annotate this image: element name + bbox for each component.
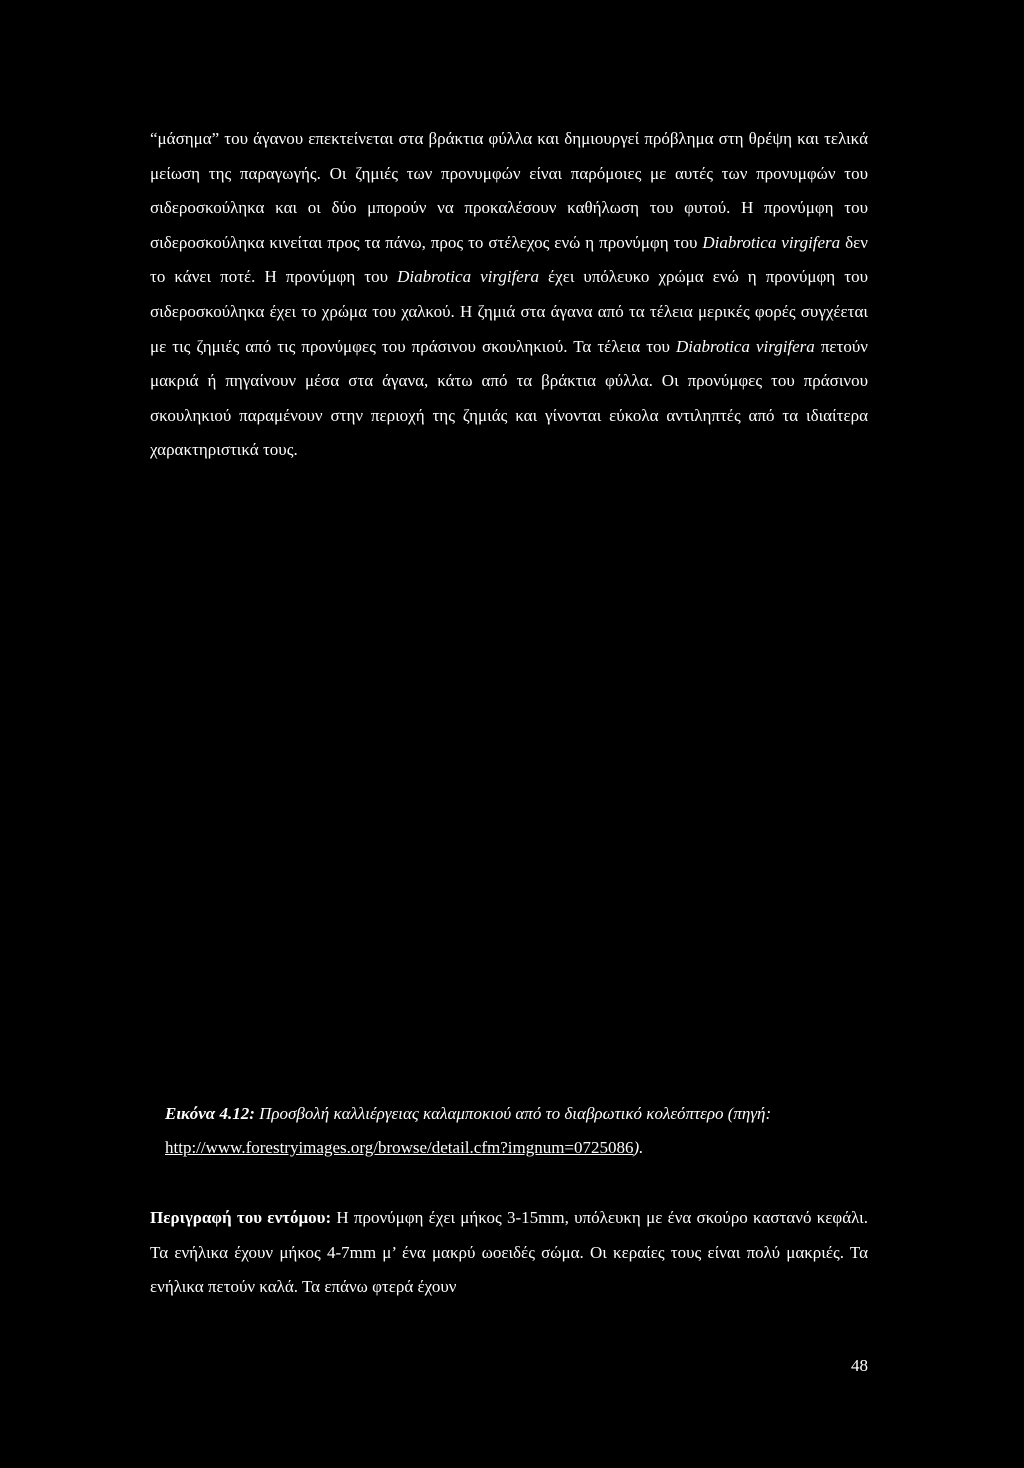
- description-text: Η προνύμφη έχει μήκος 3-15mm, υπόλευκη με ένα σκούρο καστανό κεφάλι. Τα ενήλικα έχουν μήκος 4-7mm μ’ ένα μακρύ ωοειδές σώμα. Οι κεραίες τους είναι πολύ μακριές. Τα ενήλικα πετούν καλά. Τα επάνω φτερά έχουν: [150, 1208, 869, 1297]
- figure-caption: [165, 1097, 865, 1165]
- figure-label: Εικόνα 4.12:: [165, 1104, 255, 1123]
- source-link[interactable]: http://www.forestryimages.org/browse/detail.cfm?imgnum=0725086: [165, 1138, 634, 1157]
- description-label: Περιγραφή του εντόμου:: [150, 1208, 332, 1227]
- insect-description: [150, 1201, 868, 1305]
- paragraph-text-3: έχει υπόλευκο χρώμα ενώ η προνύμφη του σιδεροσκούληκα έχει το χρώμα του χαλκού. Η ζημιά στα άγανα από τα τέλεια μερικές φορές συγχέεται με τις ζημιές από τις προνύμφες του πράσινου σκουληκιού. Τα τέλεια του: [150, 267, 868, 356]
- caption-end: ).: [633, 1138, 644, 1157]
- species-name: Diabrotica virgifera: [397, 267, 539, 287]
- species-name: Diabrotica virgifera: [702, 232, 841, 252]
- page-number: 48: [851, 1356, 868, 1375]
- paragraph-text-1: “μάσημα” του άγανου επεκτείνεται στα βράκτια φύλλα και δημιουργεί πρόβλημα στη θρέψη και τελικά μείωση της παραγωγής. Οι ζημιές των προνυμφών είναι παρόμοιες με αυτές των προνυμφών του σιδεροσκούληκα και οι δύο μπορούν να προκαλέσουν καθήλωση του φυτού. Η προνύμφη του σιδεροσκούληκα κινείται προς τα πάνω, προς το στέλεχος ενώ η προνύμφη του: [150, 129, 868, 252]
- caption-text: Προσβολή καλλιέργειας καλαμποκιού από το διαβρωτικό κολεόπτερο (πηγή:: [254, 1104, 772, 1123]
- paragraph-text-4: πετούν μακριά ή πηγαίνουν μέσα στα άγανα, κάτω από τα βράκτια φύλλα. Οι προνύμφες του πράσινου σκουληκιού παραμένουν στην περιοχή της ζημιάς και γίνονται εύκολα αντιληπτές από τα ιδιαίτερα χαρακτηριστικά τους.: [150, 336, 868, 460]
- species-name: Diabrotica virgifera: [675, 336, 815, 356]
- body-paragraph: [150, 122, 868, 468]
- paragraph-text-2: δεν το κάνει ποτέ. Η προνύμφη του: [150, 232, 868, 287]
